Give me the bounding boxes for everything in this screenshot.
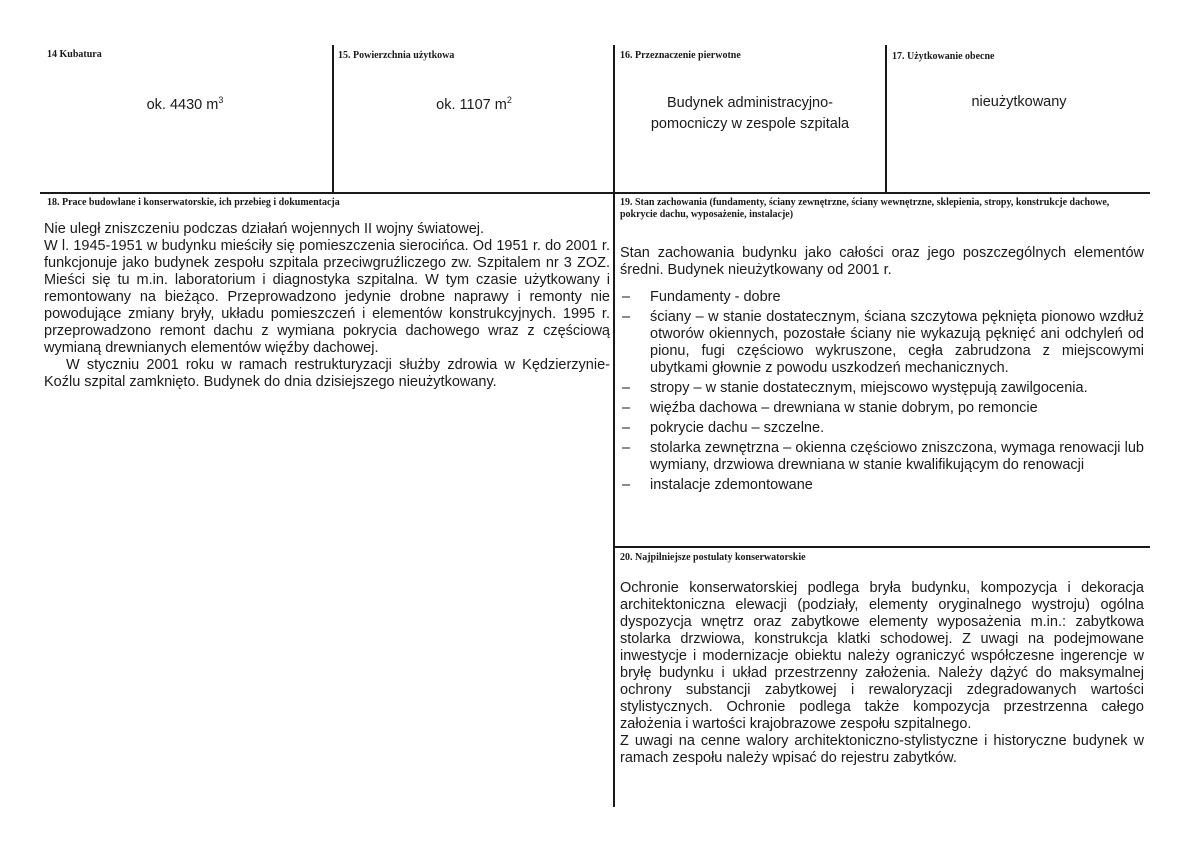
- condition-item-text: stolarka zewnętrzna – okienna częściowo zniszczona, wymaga renowacji lub wymiany, drzwiowa drewniana w stanie kwalifikującym do renowacji: [650, 440, 1144, 473]
- condition-item: [620, 440, 1144, 474]
- condition-item: [620, 420, 1144, 437]
- unit-sup-powierzchnia: 2: [506, 95, 512, 105]
- value-przeznaczenie: [616, 93, 884, 135]
- value-kubatura-text: ok. 4430 m: [146, 97, 219, 113]
- header-powierzchnia: 15. Powierzchnia użytkowa: [338, 50, 455, 61]
- dash-mark: –: [622, 420, 631, 436]
- dash-mark: –: [622, 380, 631, 396]
- value-powierzchnia-text: ok. 1107 m: [436, 97, 507, 113]
- value-kubatura: [40, 95, 330, 116]
- section-19-intro: Stan zachowania budynku jako całości oraz jego poszczególnych elementów średni. Budynek nieużytkowany od 2001 r.: [620, 245, 1144, 278]
- condition-item-text: Fundamenty - dobre: [650, 289, 781, 305]
- condition-item: [620, 400, 1144, 417]
- divider-section-20: [614, 546, 1150, 548]
- condition-item: [620, 380, 1144, 397]
- divider-col-1: [332, 45, 334, 193]
- dash-mark: –: [622, 289, 631, 305]
- condition-item-text: instalacje zdemontowane: [650, 477, 813, 493]
- divider-col-2: [613, 45, 615, 807]
- header-section-18: 18. Prace budowlane i konserwatorskie, ich przebieg i dokumentacja: [47, 197, 340, 208]
- section-18-paragraph: W styczniu 2001 roku w ramach restrukturyzacji służby zdrowia w Kędzierzynie-Koźlu szpital zamknięto. Budynek do dnia dzisiejszego nieużytkowany.: [44, 357, 610, 390]
- condition-item-text: ściany – w stanie dostatecznym, ściana szczytowa pęknięta pionowo wzdłuż otworów okiennych, pozostałe ściany nie wykazują pęknięć ani odchyleń od pionu, fugi częściowo wykruszone, cegła zabrudzona z miejscowymi ubytkami głownie z powodu uszkodzeń mechanicznych.: [650, 309, 1144, 376]
- dash-mark: –: [622, 440, 631, 456]
- header-section-19: 19. Stan zachowania (fundamenty, ściany zewnętrzne, ściany wewnętrzne, sklepienia, stropy, konstrukcje dachowe, pokrycie dachu, wyposażenie, instalacje): [620, 197, 1110, 220]
- divider-row-1: [40, 192, 1150, 194]
- dash-mark: –: [622, 477, 631, 493]
- value-przeznaczenie-line2: pomocniczy w zespole szpitala: [650, 116, 850, 132]
- dash-mark: –: [622, 400, 631, 416]
- value-powierzchnia: [335, 95, 613, 116]
- section-18-body: [44, 221, 610, 391]
- divider-col-3: [885, 45, 887, 193]
- condition-item-text: stropy – w stanie dostatecznym, miejscowo występują zawilgocenia.: [650, 380, 1088, 396]
- condition-item: [620, 309, 1144, 377]
- section-18-paragraph: W l. 1945-1951 w budynku mieściły się pomieszczenia sierocińca. Od 1951 r. do 2001 r. funkcjonuje jako budynek zespołu szpitala przeciwgruźliczego zw. Szpitalem nr 3 ZOZ. Mieści się tu m.in. laboratorium i diagnostyka szpitalna. W tym czasie użytkowany i remontowany na bieżąco. Przeprowadzono jedynie drobne naprawy i remonty nie powodujące zmiany bryły, układu pomieszczeń i elementów konstrukcyjnych. 1995 r. przeprowadzono remont dachu z wymiana pokrycia dachowego wraz z częściową wymianą drewnianych elementów więźby dachowej.: [44, 238, 610, 356]
- condition-item: [620, 289, 1144, 306]
- condition-item-text: pokrycie dachu – szczelne.: [650, 420, 825, 436]
- section-18-paragraph: Nie uległ zniszczeniu podczas działań wojennych II wojny światowej.: [44, 221, 485, 237]
- header-kubatura: 14 Kubatura: [47, 49, 102, 60]
- section-20-body: [620, 580, 1144, 767]
- header-przeznaczenie: 16. Przeznaczenie pierwotne: [620, 50, 741, 61]
- header-uzytkowanie: 17. Użytkowanie obecne: [892, 51, 995, 62]
- value-przeznaczenie-line1: Budynek administracyjno-: [666, 95, 834, 111]
- condition-item-text: więźba dachowa – drewniana w stanie dobrym, po remoncie: [650, 400, 1038, 416]
- header-section-20: 20. Najpilniejsze postulaty konserwatorskie: [620, 552, 806, 563]
- section-20-paragraph: Ochronie konserwatorskiej podlega bryła budynku, kompozycja i dekoracja architektoniczna elewacji (podziały, elementy oryginalnego wystroju) ogólna dyspozycja wnętrz oraz zabytkowe elementy wyposażenia m.in.: zabytkowa stolarka drzwiowa, konstrukcja klatki schodowej. Z uwagi na podejmowane inwestycje i modernizacje obiektu należy ograniczyć współczesne ingerencje w bryłę budynku i układ przestrzenny założenia. Należy dążyć do maksymalnej ochrony substancji zabytkowej i rewaloryzacji zdegradowanych wartości stylistycznych. Ochronie podlega także kompozycja przestrzenna całego założenia i wartości krajobrazowe zespołu szpitalnego.: [620, 580, 1144, 732]
- section-19-body: [620, 245, 1144, 497]
- condition-item: [620, 477, 1144, 494]
- condition-list: [620, 289, 1144, 494]
- unit-sup-kubatura: 3: [218, 95, 224, 105]
- value-uzytkowanie: nieużytkowany: [971, 94, 1067, 110]
- section-20-paragraph: Z uwagi na cenne walory architektoniczno-stylistyczne i historyczne budynek w ramach zespołu należy wpisać do rejestru zabytków.: [620, 733, 1144, 766]
- dash-mark: –: [622, 309, 631, 325]
